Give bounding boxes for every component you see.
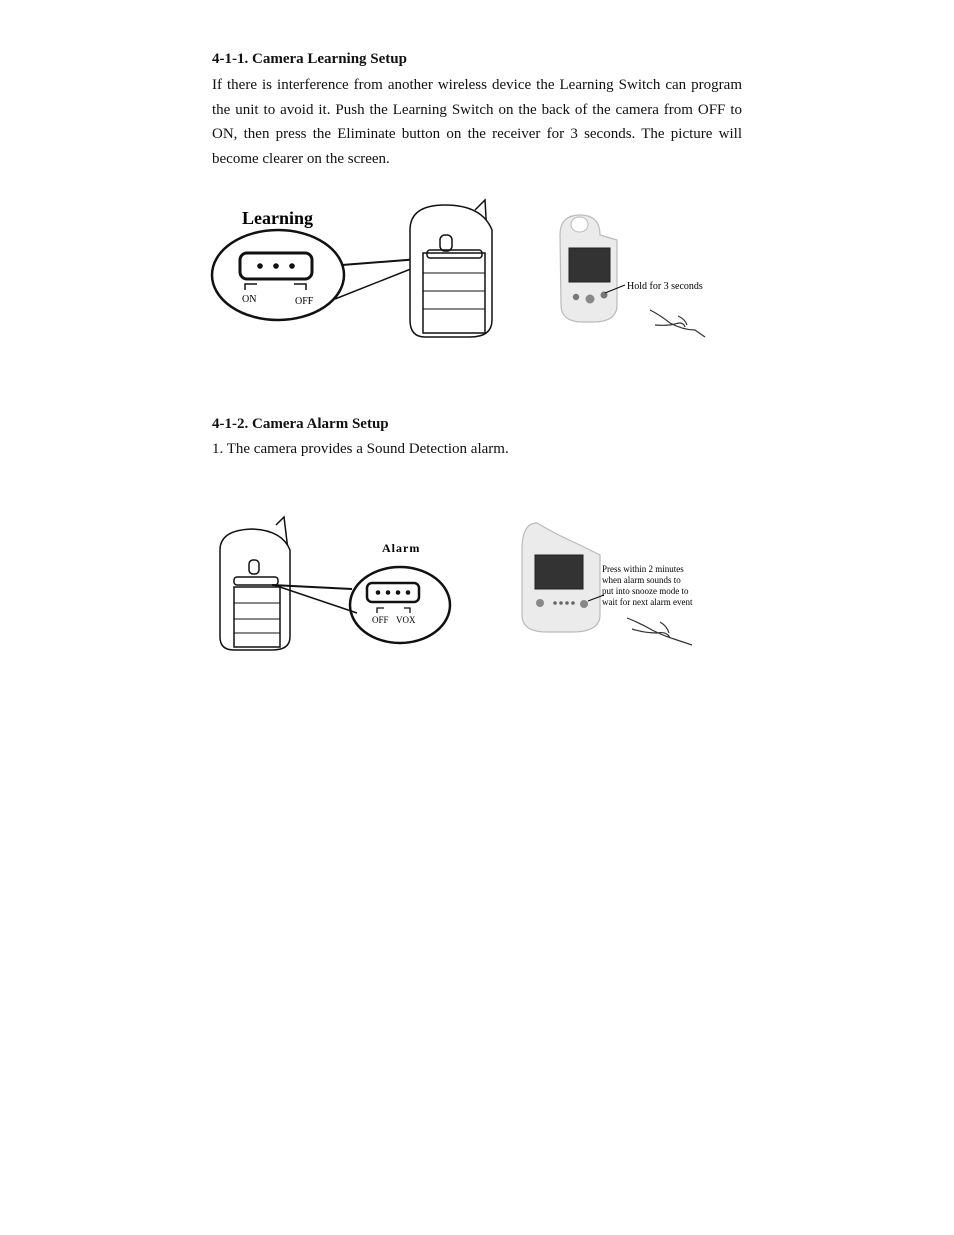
alarm-setup-figure	[212, 515, 712, 655]
finger-icon	[650, 310, 705, 337]
alarm-switch-callout	[350, 541, 450, 643]
learning-switch-callout	[212, 208, 344, 320]
learning-title: Learning	[242, 208, 314, 228]
snooze-caption: Press within 2 minutes when alarm sounds to put into snooze mode to wait for next alarm event	[602, 564, 693, 607]
snooze-button	[580, 600, 588, 608]
label-on: ON	[242, 294, 257, 305]
section-heading-learning: 4-1-1. Camera Learning Setup	[212, 51, 407, 67]
label-alarm-off: OFF	[372, 615, 389, 625]
receiver-illustration	[560, 215, 617, 322]
alarm-title: Alarm	[382, 541, 421, 555]
eliminate-button	[586, 295, 595, 304]
finger-icon-alarm	[627, 618, 692, 645]
hold-caption: Hold for 3 seconds	[627, 281, 703, 292]
section-paragraph-alarm: 1. The camera provides a Sound Detection alarm.	[212, 441, 509, 457]
receiver-illustration-alarm	[522, 523, 600, 632]
label-vox: VOX	[396, 615, 416, 625]
section-heading-alarm: 4-1-2. Camera Alarm Setup	[212, 416, 389, 432]
label-off: OFF	[295, 296, 314, 307]
alarm-switch-icon	[367, 583, 419, 602]
section-paragraph-learning: If there is interference from another wireless device the Learning Switch can program the unit to avoid it. Push the Learning Switch on the back of the camera from OFF to ON, then press the Eliminate button on the receiver for 3 seconds. The picture will become clearer on the screen.	[212, 77, 742, 167]
camera-back-illustration	[410, 200, 492, 337]
learning-setup-figure	[205, 195, 725, 345]
camera-back-illustration-alarm	[220, 517, 290, 650]
